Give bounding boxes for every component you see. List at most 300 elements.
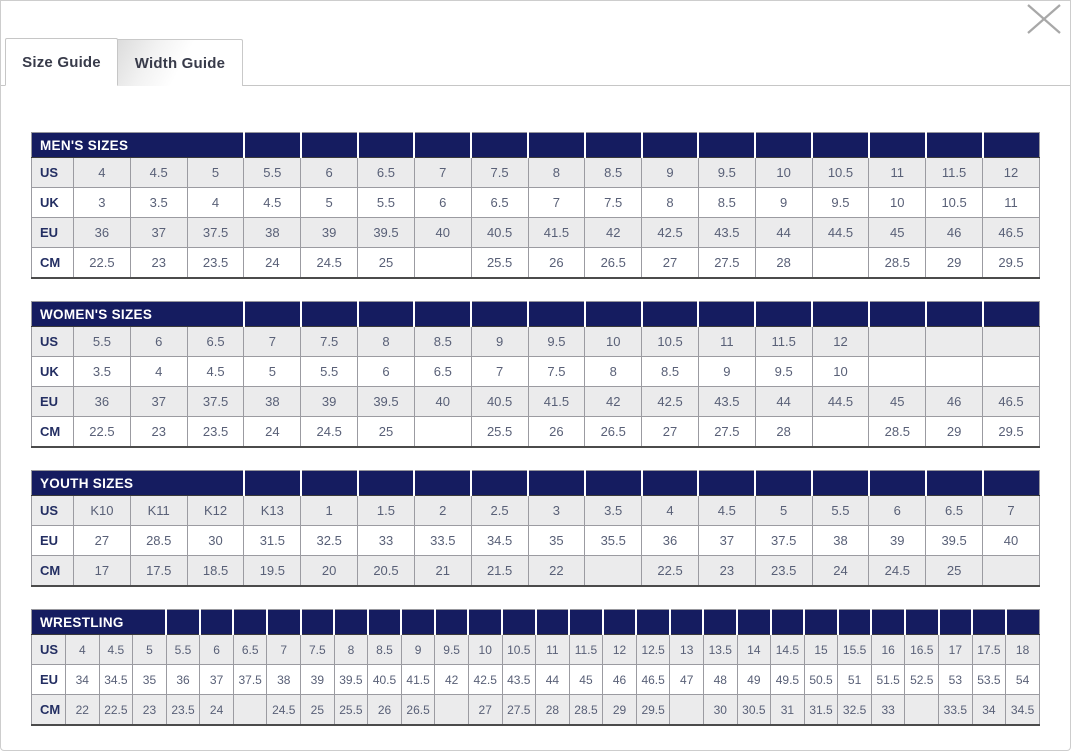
size-cell: 37 [200,665,234,695]
size-cell: 5.5 [244,158,301,188]
header-cell [358,471,415,496]
size-cell: 24 [812,556,869,587]
size-cell: 44 [536,665,570,695]
size-cell: 10.5 [812,158,869,188]
close-icon [1026,3,1062,35]
size-row [32,248,1040,279]
size-cell: 3 [528,496,585,526]
size-cell: 11.5 [926,158,983,188]
header-cell [502,610,536,635]
header-cell [528,471,585,496]
size-cell: 6 [200,635,234,665]
size-cell: 10 [812,357,869,387]
size-cell: 14.5 [771,635,805,665]
tab-width-guide[interactable] [118,39,243,86]
size-cell: 23 [698,556,755,587]
close-button[interactable] [1025,3,1063,37]
size-cell: 27 [642,248,699,279]
header-cell [972,610,1006,635]
size-cell: 25.5 [334,695,368,726]
size-row [32,635,1040,665]
header-cell [585,302,642,327]
size-cell: 4 [66,635,100,665]
row-label: CM [32,248,74,279]
size-cell: 16.5 [905,635,939,665]
size-cell: 49.5 [771,665,805,695]
size-cell: 28.5 [130,526,187,556]
size-cell: 9 [642,158,699,188]
header-cell [414,471,471,496]
header-cell [471,471,528,496]
size-cell: 42 [585,218,642,248]
size-cell: 8 [642,188,699,218]
size-cell: 43.5 [698,218,755,248]
tab-size-guide[interactable] [5,38,118,86]
size-cell: 30.5 [737,695,771,726]
size-cell: 8 [528,158,585,188]
size-row [32,188,1040,218]
size-table [31,301,1040,448]
size-cell: 22.5 [74,417,131,448]
size-cell: 6 [301,158,358,188]
size-cell: 24.5 [301,248,358,279]
row-label: CM [32,556,74,587]
row-label: EU [32,218,74,248]
size-cell: 8 [334,635,368,665]
header-cell [267,610,301,635]
header-cell [905,610,939,635]
size-cell: 28.5 [869,417,926,448]
size-cell: 43.5 [698,387,755,417]
size-cell: 35 [528,526,585,556]
size-cell: 45 [569,665,603,695]
size-cell: 33 [871,695,905,726]
size-cell: 8.5 [642,357,699,387]
header-cell [1006,610,1040,635]
size-table [31,132,1040,279]
size-cell: 36 [74,387,131,417]
size-cell: 3.5 [74,357,131,387]
size-cell: 6.5 [358,158,415,188]
size-cell: 4.5 [130,158,187,188]
size-cell: 27 [642,417,699,448]
size-cell: 45 [869,387,926,417]
size-cell: 6 [869,496,926,526]
size-cell [414,248,471,279]
size-cell: 26 [368,695,402,726]
size-cell: 5 [133,635,167,665]
size-cell: 39.5 [334,665,368,695]
header-cell [468,610,502,635]
size-tables-area [1,132,1070,726]
size-cell: 25 [301,695,335,726]
size-cell: 7.5 [301,327,358,357]
size-cell: 9.5 [435,635,469,665]
size-cell: 48 [703,665,737,695]
row-label: CM [32,695,66,726]
size-cell: 7 [267,635,301,665]
size-cell: 6.5 [926,496,983,526]
size-cell: 27.5 [502,695,536,726]
size-cell: 11 [983,188,1040,218]
size-cell: 2.5 [471,496,528,526]
header-cell [244,133,301,158]
header-cell [414,302,471,327]
size-cell: 52.5 [905,665,939,695]
size-row [32,496,1040,526]
size-cell: 21.5 [471,556,528,587]
size-cell: 22.5 [99,695,133,726]
header-cell [569,610,603,635]
size-cell: 26.5 [585,248,642,279]
header-cell [755,133,812,158]
size-cell [414,417,471,448]
size-cell: 24 [244,248,301,279]
header-cell [869,133,926,158]
size-cell: 10.5 [926,188,983,218]
size-cell: 37 [130,387,187,417]
size-row [32,327,1040,357]
size-cell: 10 [755,158,812,188]
size-cell [233,695,267,726]
size-cell: 4 [130,357,187,387]
row-label: EU [32,526,74,556]
size-cell: 11 [869,158,926,188]
header-cell [771,610,805,635]
header-cell [358,302,415,327]
header-cell [869,471,926,496]
size-cell: 33 [358,526,415,556]
size-cell: 6.5 [414,357,471,387]
size-cell: 53.5 [972,665,1006,695]
header-cell [737,610,771,635]
size-cell: 18 [1006,635,1040,665]
size-cell: 39 [301,218,358,248]
header-cell [642,302,699,327]
header-cell [812,471,869,496]
size-cell: 9.5 [812,188,869,218]
header-cell [368,610,402,635]
size-cell: 37 [130,218,187,248]
header-cell [528,302,585,327]
size-cell [983,327,1040,357]
header-cell [983,133,1040,158]
table-title: WOMEN'S SIZES [32,302,244,327]
size-cell: 30 [703,695,737,726]
size-cell: 25.5 [471,417,528,448]
size-cell: 34 [66,665,100,695]
size-cell: 9.5 [698,158,755,188]
size-cell: 5.5 [301,357,358,387]
size-cell: 12.5 [636,635,670,665]
size-cell: 7 [414,158,471,188]
size-cell: 4.5 [698,496,755,526]
table-title: YOUTH SIZES [32,471,244,496]
size-cell: 7 [471,357,528,387]
size-cell: 32.5 [838,695,872,726]
table-title: MEN'S SIZES [32,133,244,158]
size-row [32,357,1040,387]
header-cell [471,133,528,158]
size-cell: 9 [401,635,435,665]
size-row [32,417,1040,448]
size-cell: 4 [187,188,244,218]
header-cell [812,302,869,327]
size-cell: 8.5 [414,327,471,357]
size-cell [983,357,1040,387]
size-cell: 24 [244,417,301,448]
header-cell [755,302,812,327]
size-cell: 47 [670,665,704,695]
size-cell: 17 [74,556,131,587]
header-cell [926,133,983,158]
size-cell: 22 [66,695,100,726]
size-cell [869,357,926,387]
header-cell [585,133,642,158]
size-cell: 6 [414,188,471,218]
size-cell: 35.5 [585,526,642,556]
size-cell: 42.5 [642,387,699,417]
size-cell: 43.5 [502,665,536,695]
header-cell [603,610,637,635]
size-cell: 11 [536,635,570,665]
size-cell: 1.5 [358,496,415,526]
tab-label: Size Guide [22,53,101,71]
size-cell: 29 [603,695,637,726]
size-cell: 19.5 [244,556,301,587]
size-cell: 13.5 [703,635,737,665]
size-cell: 24.5 [301,417,358,448]
size-cell: 49 [737,665,771,695]
size-cell: 46.5 [983,387,1040,417]
size-cell: 5 [187,158,244,188]
header-cell [983,302,1040,327]
size-table [31,609,1040,726]
size-cell: 12 [983,158,1040,188]
table-title: WRESTLING [32,610,167,635]
size-cell: 37.5 [187,387,244,417]
size-cell: 11.5 [569,635,603,665]
size-cell: 26 [528,248,585,279]
size-cell: 51 [838,665,872,695]
size-cell: 44.5 [812,387,869,417]
size-cell: 10 [468,635,502,665]
size-row [32,556,1040,587]
size-cell: 30 [187,526,244,556]
size-cell: 9.5 [528,327,585,357]
size-cell: 26.5 [401,695,435,726]
size-cell: 29.5 [983,417,1040,448]
row-label: UK [32,357,74,387]
size-cell: 37.5 [755,526,812,556]
header-cell [334,610,368,635]
size-cell: 31.5 [244,526,301,556]
size-cell: 4.5 [99,635,133,665]
size-cell: 7.5 [528,357,585,387]
size-cell: 7.5 [301,635,335,665]
size-cell: 50.5 [804,665,838,695]
header-cell [670,610,704,635]
size-cell: 5.5 [358,188,415,218]
size-cell: 14 [737,635,771,665]
size-cell [812,417,869,448]
size-cell: 23 [133,695,167,726]
size-cell: 42.5 [642,218,699,248]
row-label: UK [32,188,74,218]
row-label: CM [32,417,74,448]
size-cell: 51.5 [871,665,905,695]
header-cell [926,302,983,327]
header-cell [414,133,471,158]
size-cell: 2 [414,496,471,526]
size-cell: 5.5 [166,635,200,665]
size-cell: 8 [585,357,642,387]
size-cell: 25 [926,556,983,587]
size-cell: 4.5 [244,188,301,218]
size-cell: 31 [771,695,805,726]
size-cell: 9 [471,327,528,357]
size-cell: 23.5 [166,695,200,726]
header-cell [871,610,905,635]
header-cell [301,610,335,635]
size-cell: 23.5 [755,556,812,587]
size-cell: 46.5 [983,218,1040,248]
size-cell: 25 [358,417,415,448]
size-cell: 44 [755,387,812,417]
size-cell: 41.5 [401,665,435,695]
header-cell [804,610,838,635]
size-cell [670,695,704,726]
tab-bar [1,38,1070,86]
size-cell: K13 [244,496,301,526]
size-cell: 40 [414,218,471,248]
row-label: EU [32,665,66,695]
size-cell [869,327,926,357]
size-cell: 11.5 [755,327,812,357]
size-cell: 46 [603,665,637,695]
size-cell: 9 [755,188,812,218]
size-cell: 6 [358,357,415,387]
size-cell: 8.5 [585,158,642,188]
size-cell: 22.5 [74,248,131,279]
size-cell: 7.5 [585,188,642,218]
size-cell [585,556,642,587]
size-cell: 12 [603,635,637,665]
header-cell [642,471,699,496]
size-cell: 5 [755,496,812,526]
header-cell [838,610,872,635]
size-cell: 15 [804,635,838,665]
size-cell: 38 [244,218,301,248]
size-cell: 5 [301,188,358,218]
header-cell [435,610,469,635]
size-cell: 20 [301,556,358,587]
header-cell [528,133,585,158]
size-cell: 39 [301,387,358,417]
size-cell: 44 [755,218,812,248]
size-cell: 42.5 [468,665,502,695]
size-cell: 10 [585,327,642,357]
size-cell: 5 [244,357,301,387]
size-cell: 39.5 [358,218,415,248]
header-cell [200,610,234,635]
size-row [32,218,1040,248]
size-cell: 54 [1006,665,1040,695]
header-cell [233,610,267,635]
size-cell: 22.5 [642,556,699,587]
size-cell: 34.5 [1006,695,1040,726]
size-row [32,665,1040,695]
header-cell [983,471,1040,496]
header-cell [755,471,812,496]
size-cell: 8 [358,327,415,357]
header-cell [636,610,670,635]
row-label: EU [32,387,74,417]
header-cell [536,610,570,635]
header-cell [703,610,737,635]
size-cell: 4 [642,496,699,526]
size-cell: 6.5 [187,327,244,357]
size-cell: 4.5 [187,357,244,387]
size-cell: 8.5 [368,635,402,665]
size-cell: K10 [74,496,131,526]
size-cell: 28 [536,695,570,726]
size-cell: 15.5 [838,635,872,665]
size-cell: 42 [585,387,642,417]
header-cell [642,133,699,158]
size-cell: 16 [871,635,905,665]
size-row [32,695,1040,726]
size-table [31,470,1040,587]
size-cell: 3 [74,188,131,218]
size-cell: 39 [301,665,335,695]
size-row [32,387,1040,417]
size-cell: 29 [926,417,983,448]
size-cell: 23 [130,248,187,279]
tab-label: Width Guide [134,54,226,72]
size-cell: 7 [244,327,301,357]
size-cell: 23 [130,417,187,448]
size-cell [926,357,983,387]
size-cell: 24.5 [267,695,301,726]
size-cell: 25 [358,248,415,279]
size-cell: 9 [698,357,755,387]
size-cell: 33.5 [414,526,471,556]
size-cell: 44.5 [812,218,869,248]
size-cell: 46.5 [636,665,670,695]
size-cell: 38 [244,387,301,417]
size-cell: 41.5 [528,218,585,248]
size-cell: 40.5 [471,218,528,248]
size-cell: 36 [166,665,200,695]
size-cell: 23.5 [187,417,244,448]
size-cell: 24.5 [869,556,926,587]
size-cell: 4 [74,158,131,188]
size-cell: 10 [869,188,926,218]
size-cell [983,556,1040,587]
size-cell: 3.5 [585,496,642,526]
size-cell: 9.5 [755,357,812,387]
header-cell [244,302,301,327]
size-cell: 34 [972,695,1006,726]
size-cell: 40.5 [368,665,402,695]
size-cell: 36 [74,218,131,248]
size-cell: 18.5 [187,556,244,587]
size-cell: 11 [698,327,755,357]
size-cell: 46 [926,387,983,417]
size-cell: 26 [528,417,585,448]
size-cell: 17.5 [972,635,1006,665]
